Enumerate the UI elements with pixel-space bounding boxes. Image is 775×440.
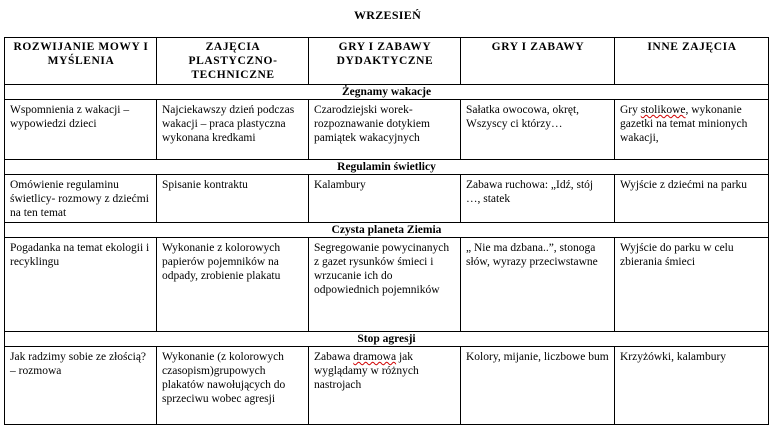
section-title: Stop agresji bbox=[5, 332, 769, 347]
table-header-row bbox=[5, 38, 769, 85]
spellcheck-mark: dramowa bbox=[353, 351, 397, 363]
table-cell: Wykonanie z kolorowych papierów pojemników na odpady, zrobienie plakatu bbox=[157, 238, 309, 332]
section-title: Żegnamy wakacje bbox=[5, 85, 769, 100]
header-didactic-games: GRY I ZABAWY DYDAKTYCZNE bbox=[309, 38, 461, 85]
table-cell: Zabawa ruchowa: „Idź, stój …, statek bbox=[461, 175, 615, 223]
section-title: Czysta planeta Ziemia bbox=[5, 223, 769, 238]
header-art-technical: ZAJĘCIA PLASTYCZNO-TECHNICZNE bbox=[157, 38, 309, 85]
section-title: Regulamin świetlicy bbox=[5, 160, 769, 175]
table-cell: Gry stolikowe, wykonanie gazetki na temat minionych wakacji, bbox=[615, 100, 769, 160]
table-cell: Sałatka owocowa, okręt, Wszyscy ci którzy… bbox=[461, 100, 615, 160]
table-cell: Omówienie regulaminu świetlicy- rozmowy z dziećmi na ten temat bbox=[5, 175, 157, 223]
header-games: GRY I ZABAWY bbox=[461, 38, 615, 85]
table-cell: Kolory, mijanie, liczbowe bum bbox=[461, 347, 615, 425]
table-row bbox=[5, 238, 769, 332]
table-cell: Jak radzimy sobie ze złością? – rozmowa bbox=[5, 347, 157, 425]
header-other-activities: INNE ZAJĘCIA bbox=[615, 38, 769, 85]
table-row bbox=[5, 100, 769, 160]
spellcheck-mark: stolikowe bbox=[640, 104, 686, 116]
table-cell: Wspomnienia z wakacji – wypowiedzi dzieci bbox=[5, 100, 157, 160]
table-row bbox=[5, 175, 769, 223]
table-cell: Najciekawszy dzień podczas wakacji – praca plastyczna wykonana kredkami bbox=[157, 100, 309, 160]
table-row bbox=[5, 347, 769, 425]
section-title-row bbox=[5, 160, 769, 175]
table-cell: Wykonanie (z kolorowych czasopism)grupowych plakatów nawołujących do sprzeciwu wobec agresji bbox=[157, 347, 309, 425]
table-cell: Czarodziejski worek- rozpoznawanie dotykiem pamiątek wakacyjnych bbox=[309, 100, 461, 160]
section-title-row bbox=[5, 85, 769, 100]
header-speech-thinking: ROZWIJANIE MOWY I MYŚLENIA bbox=[5, 38, 157, 85]
table-cell: Zabawa dramowa jak wyglądamy w różnych nastrojach bbox=[309, 347, 461, 425]
table-cell: Segregowanie powycinanych z gazet rysunków śmieci i wrzucanie ich do odpowiednich pojemników bbox=[309, 238, 461, 332]
page-title: WRZESIEŃ bbox=[353, 8, 422, 22]
table-cell: Spisanie kontraktu bbox=[157, 175, 309, 223]
activity-plan-table bbox=[4, 37, 769, 425]
table-cell: Wyjście z dziećmi na parku bbox=[615, 175, 769, 223]
table-cell: „ Nie ma dzbana..”, stonoga słów, wyrazy przeciwstawne bbox=[461, 238, 615, 332]
table-cell: Kalambury bbox=[309, 175, 461, 223]
section-title-row bbox=[5, 223, 769, 238]
section-title-row bbox=[5, 332, 769, 347]
table-cell: Wyjście do parku w celu zbierania śmieci bbox=[615, 238, 769, 332]
table-cell: Krzyżówki, kalambury bbox=[615, 347, 769, 425]
table-cell: Pogadanka na temat ekologii i recyklingu bbox=[5, 238, 157, 332]
